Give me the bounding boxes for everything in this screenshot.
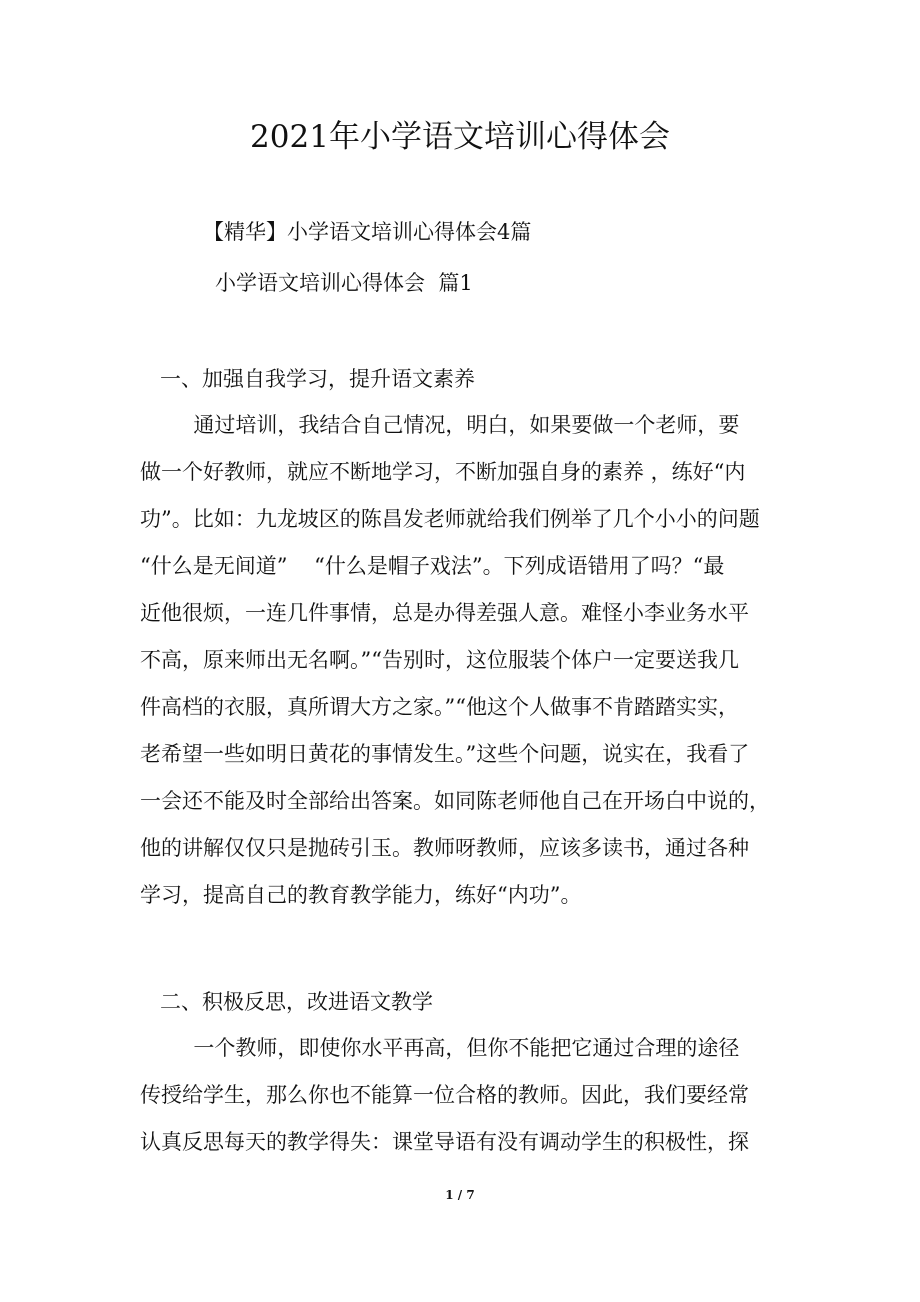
paragraph-line: 一会还不能及时全部给出答案。如同陈老师他自己在开场白中说的， [140, 789, 770, 813]
paragraph-line: 认真反思每天的教学得失：课堂导语有没有调动学生的积极性，探 [140, 1130, 749, 1154]
paragraph-line: 近他很烦，一连几件事情，总是办得差强人意。难怪小李业务水平 [140, 601, 749, 625]
chapter-heading: 小学语文培训心得体会 篇1 [215, 271, 473, 295]
paragraph-line: 传授给学生，那么你也不能算一位合格的教师。因此，我们要经常 [140, 1083, 749, 1107]
paragraph-line: “什么是无间道” “什么是帽子戏法”。下列成语错用了吗？“最 [140, 554, 725, 578]
paragraph-line: 他的讲解仅仅只是抛砖引玉。教师呀教师，应该多读书，通过各种 [140, 836, 749, 860]
paragraph-line: 老希望一些如明日黄花的事情发生。”这些个问题，说实在，我看了 [140, 742, 750, 766]
section-1-paragraph [140, 402, 790, 919]
section-heading-2: 二、积极反思，改进语文教学 [160, 990, 433, 1014]
paragraph-line: 功”。比如：九龙坡区的陈昌发老师就给我们例举了几个小小的问题 [140, 507, 760, 531]
document-title: 2021年小学语文培训心得体会 [250, 119, 670, 155]
paragraph-line: 一个教师，即使你水平再高，但你不能把它通过合理的途径 [140, 1036, 740, 1060]
paragraph-line: 件高档的衣服，真所谓大方之家。”“他这个人做事不肯踏踏实实， [140, 695, 739, 719]
section-2-paragraph [140, 1025, 790, 1166]
paragraph-line: 通过培训，我结合自己情况，明白，如果要做一个老师，要 [140, 413, 740, 437]
section-heading-1: 一、加强自我学习，提升语文素养 [160, 367, 475, 391]
paragraph-line: 做一个好教师，就应不断地学习，不断加强自身的素养 ，练好“内 [140, 460, 746, 484]
document-subtitle: 【精华】小学语文培训心得体会4篇 [203, 220, 532, 244]
paragraph-line: 不高，原来师出无名啊。”“告别时，这位服装个体户一定要送我几 [140, 648, 739, 672]
page-number: 1 / 7 [445, 1188, 475, 1202]
paragraph-line: 学习，提高自己的教育教学能力，练好“内功”。 [140, 883, 582, 907]
